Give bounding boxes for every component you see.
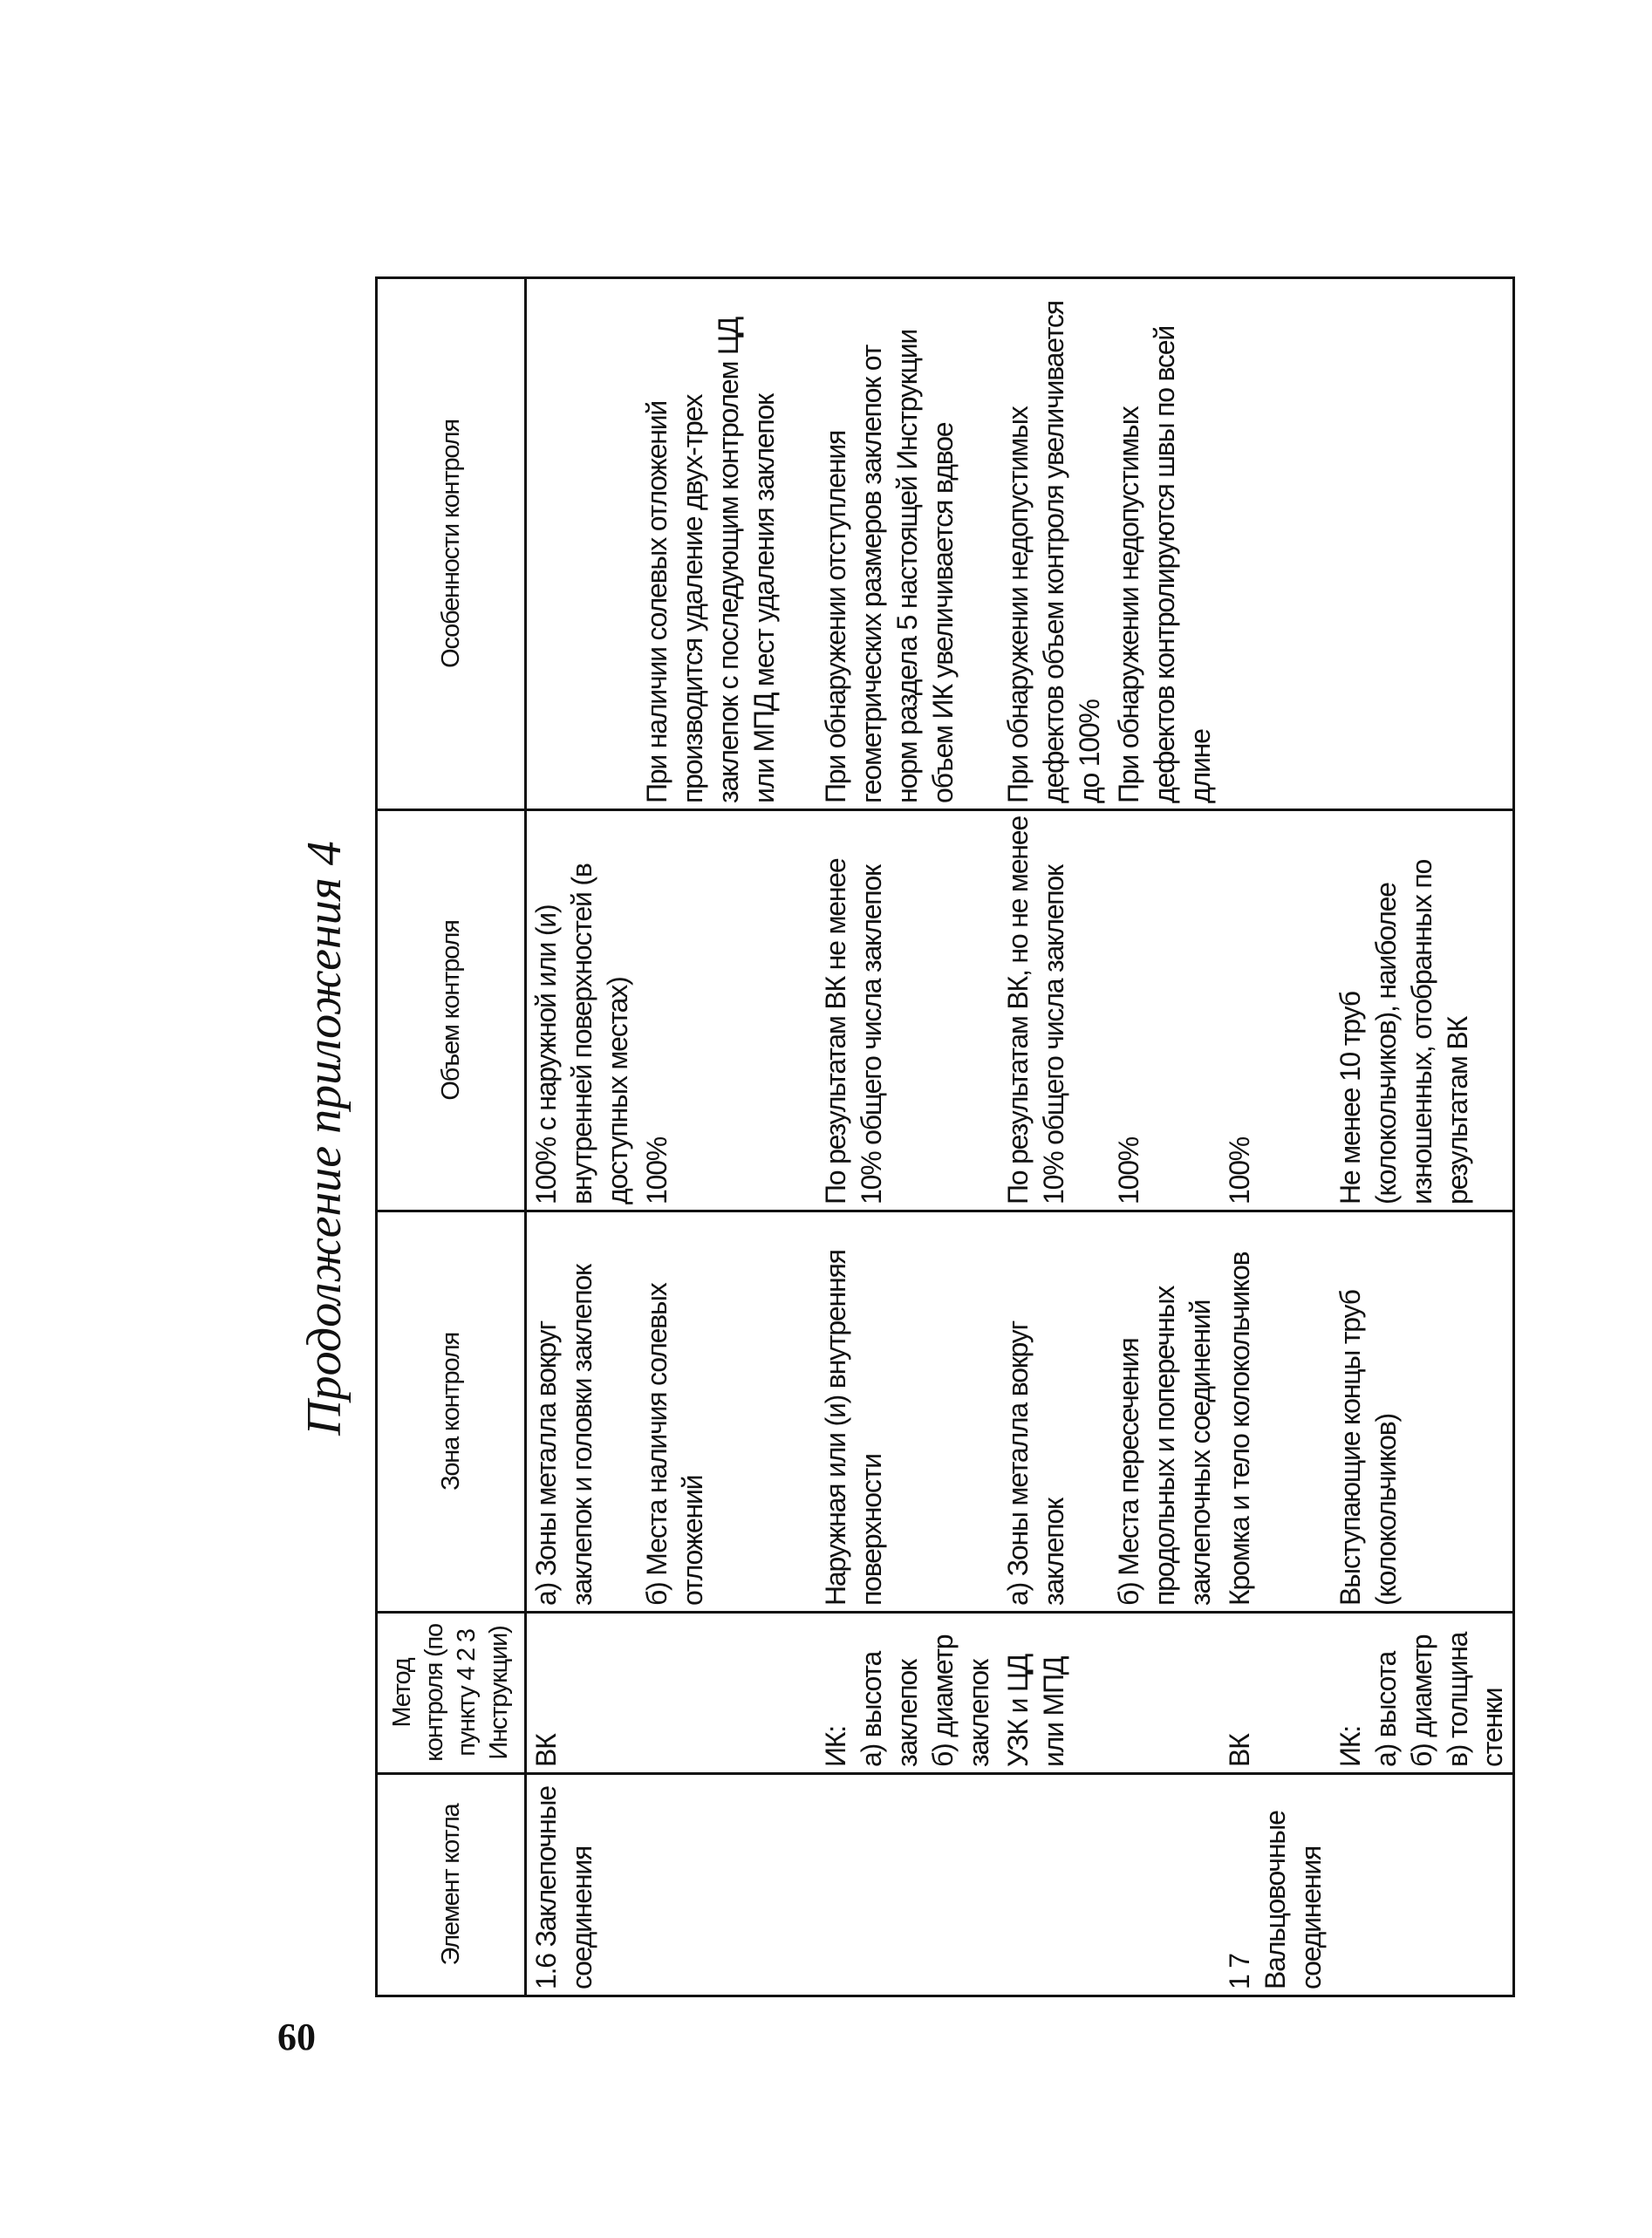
cell-method: ВК [526,1613,638,1774]
cell-zone: а) Зоны металла вокруг заклепок [999,1211,1109,1613]
cell-method: ИК: а) высота заклепок б) диаметр заклепок [816,1613,999,1774]
header-element: Элемент котла [377,1774,526,1996]
cell-volume: По результатам ВК, но не менее 10% общего числа заклепок [999,810,1109,1211]
cell-features: При обнаружении недопустимых дефектов контролируются швы по всей длине [1109,278,1220,810]
cell-zone: б) Места пересечения продольных и поперечных заклепочных соединений [1109,1211,1220,1613]
cell-zone: Наружная или (и) внутренняя поверхности [816,1211,999,1613]
cell-element [638,1774,816,1996]
table-header-row [377,278,526,1996]
cell-features: При обнаружении недопустимых дефектов объем контроля увеличивается до 100% [999,278,1109,810]
cell-features [1331,278,1514,810]
table-row [1220,278,1331,1996]
cell-features [1220,278,1331,810]
table-row [1331,278,1514,1996]
cell-volume: 100% [638,810,816,1211]
header-volume: Объем контроля [377,810,526,1211]
header-zone: Зона контроля [377,1211,526,1613]
cell-features [526,278,638,810]
cell-volume: 100% [1109,810,1220,1211]
cell-method: УЗК и ЦД или МПД [999,1613,1109,1774]
rotated-content [279,279,1509,1997]
table-row [816,278,999,1996]
cell-features: При обнаружении отступления геометрических размеров заклепок от норм раздела 5 настоящей Инструкции объем ИК увеличивается вдвое [816,278,999,810]
inspection-table [375,276,1515,1997]
cell-zone: б) Места наличия солевых отложений [638,1211,816,1613]
cell-method [638,1613,816,1774]
cell-zone: Кромка и тело колокольчиков [1220,1211,1331,1613]
table-row [638,278,816,1996]
cell-element [816,1774,999,1996]
table-row [1109,278,1220,1996]
header-method: Метод контроля (по пункту 4 2 3 Инструкции) [377,1613,526,1774]
cell-volume: Не менее 10 труб (колокольчиков), наиболее изношенных, отобранных по результатам ВК [1331,810,1514,1211]
cell-zone: а) Зоны металла вокруг заклепок и головки заклепок [526,1211,638,1613]
cell-features: При наличии солевых отложений производится удаление двух-трех заклепок с последующим контролем ЦД или МПД мест удаления заклепок [638,278,816,810]
cell-element: 1.6 Заклепочные соединения [526,1774,638,1996]
cell-volume: 100% [1220,810,1331,1211]
cell-method: ИК: а) высота б) диаметр в) толщина стенки [1331,1613,1514,1774]
cell-element [999,1774,1109,1996]
header-features: Особенности контроля [377,278,526,810]
cell-volume: По результатам ВК не менее 10% общего числа заклепок [816,810,999,1211]
table-row [999,278,1109,1996]
cell-volume: 100% с наружной или (и) внутренней поверхностей (в доступных местах) [526,810,638,1211]
page-number: 60 [277,2016,316,2058]
table-caption: Продолжение приложения 4 [297,841,352,1436]
cell-method [1109,1613,1220,1774]
table-row [526,278,638,1996]
cell-element [1109,1774,1220,1996]
cell-element [1331,1774,1514,1996]
cell-zone: Выступающие концы труб (колокольчиков) [1331,1211,1514,1613]
cell-method: ВК [1220,1613,1331,1774]
cell-element: 1 7 Вальцовочные соединения [1220,1774,1331,1996]
